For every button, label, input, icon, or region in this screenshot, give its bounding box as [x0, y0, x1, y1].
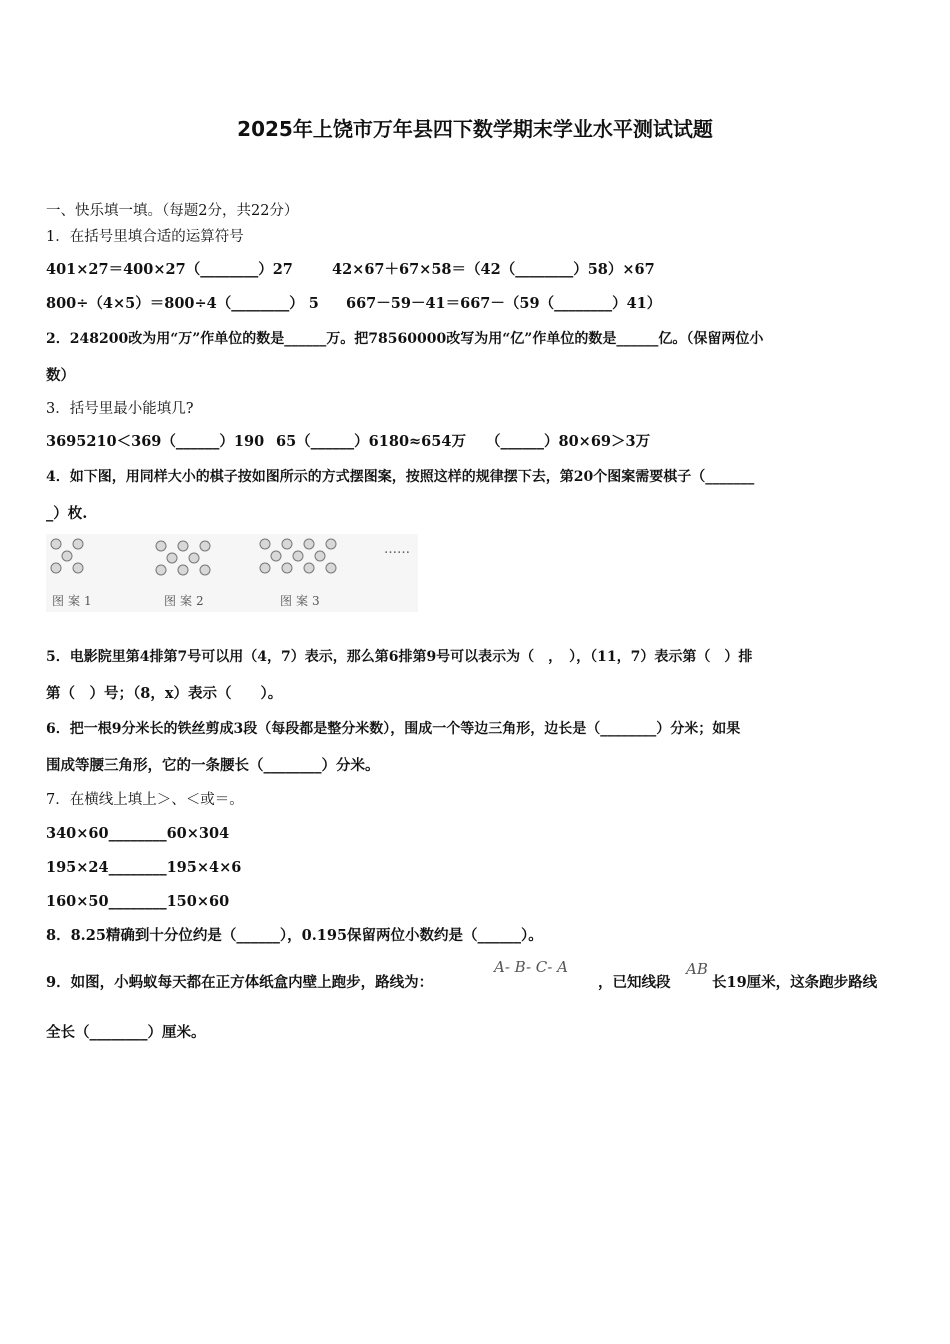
question-5-line2: 第（ ）号；（8，x）表示（ ）。 [46, 685, 283, 702]
pattern-2-caption: 图案2 [164, 594, 208, 608]
question-3-b: 65（______）6180≈654万 [276, 433, 466, 450]
pattern-ellipsis: …… [384, 542, 410, 557]
question-7-row3: 160×50________150×60 [46, 893, 230, 910]
question-5-line1: 5．电影院里第4排第7号可以用（4，7）表示，那么第6排第9号可以表示为（ ， ），（11，7）表示第（ ）排 [46, 649, 753, 665]
segment-ab-label: AB [686, 960, 708, 978]
question-3-stem: 3．括号里最小能填几? [46, 401, 194, 417]
question-9-part-c: 长19厘米，这条跑步路线 [712, 974, 878, 991]
question-7-row1: 340×60________60×304 [46, 825, 230, 842]
question-6-line1: 6．把一根9分米长的铁丝剪成3段（每段都是整分米数），围成一个等边三角形，边长是（________）分米；如果 [46, 721, 741, 737]
pattern-drawing [46, 534, 418, 612]
question-7-stem: 7．在横线上填上＞、＜或＝。 [46, 792, 244, 808]
question-6-line2: 围成等腰三角形，它的一条腰长（________）分米。 [46, 757, 380, 774]
question-2-line2: 数） [46, 367, 75, 384]
question-9-part-b: ，已知线段 [598, 974, 671, 991]
question-1-row1-a: 401×27＝400×27（________）27 [46, 261, 293, 278]
question-3-a: 3695210＜369（______）190 [46, 433, 265, 450]
chess-pattern-figure [46, 534, 418, 612]
page-title: 2025年上饶市万年县四下数学期末学业水平测试试题 [237, 117, 713, 141]
question-7-row2: 195×24________195×4×6 [46, 859, 242, 876]
question-1-row2-b: 667－59－41＝667－（59（________）41） [346, 295, 662, 312]
question-8: 8．8.25精确到十分位约是（______），0.195保留两位小数约是（______）。 [46, 927, 543, 944]
question-4-line2: _）枚. [46, 505, 88, 522]
question-4-line1: 4．如下图，用同样大小的棋子按如图所示的方式摆图案，按照这样的规律摆下去，第20个图案需要棋子（_______ [46, 469, 755, 485]
question-9-part-a: 9．如图，小蚂蚁每天都在正方体纸盒内壁上跑步，路线为： [46, 974, 434, 991]
pattern-1-caption: 图案1 [52, 594, 96, 608]
section-heading: 一、快乐填一填。（每题2分，共22分） [46, 203, 299, 219]
question-3-c: （______）80×69＞3万 [486, 433, 651, 450]
question-9-line2: 全长（________）厘米。 [46, 1024, 206, 1041]
route-formula: A- B- C- A [494, 958, 568, 976]
question-2-line1: 2．248200改为用“万”作单位的数是______万。把78560000改写为用“亿”作单位的数是______亿。（保留两位小 [46, 331, 764, 347]
pattern-3-caption: 图案3 [280, 594, 324, 608]
question-1-row2-a: 800÷（4×5）＝800÷4（________） 5 [46, 295, 319, 312]
question-1-stem: 1．在括号里填合适的运算符号 [46, 229, 244, 245]
question-1-row1-b: 42×67＋67×58＝（42（________）58）×67 [332, 261, 655, 278]
